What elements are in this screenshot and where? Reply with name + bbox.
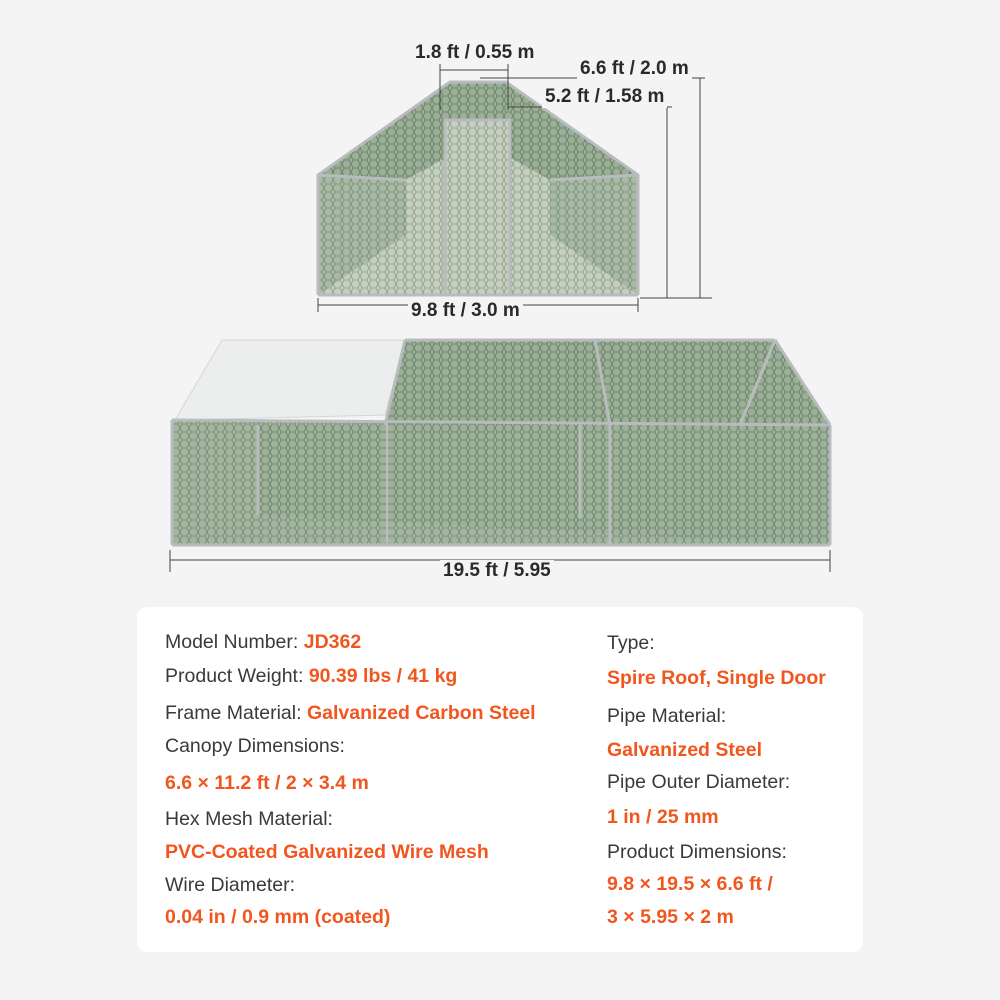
spec-value: 9.8 × 19.5 × 6.6 ft / xyxy=(607,873,773,895)
spec-product-dimensions-value-1 xyxy=(607,872,773,896)
spec-pipe-material-value xyxy=(607,738,762,762)
spec-label: Wire Diameter: xyxy=(165,874,296,896)
spec-value: PVC-Coated Galvanized Wire Mesh xyxy=(165,841,489,863)
spec-hex-mesh-value xyxy=(165,840,489,864)
side-front-wall xyxy=(172,420,830,545)
spec-frame-material xyxy=(165,701,536,725)
spec-value: 1 in / 25 mm xyxy=(607,806,719,828)
spec-label: Frame Material: xyxy=(165,702,302,724)
spec-hex-mesh-label xyxy=(165,807,333,831)
dimension-width: 9.8 ft / 3.0 m xyxy=(408,300,523,322)
spec-label: Canopy Dimensions: xyxy=(165,735,345,757)
spec-model-number xyxy=(165,630,361,654)
dimension-roof-ridge: 1.8 ft / 0.55 m xyxy=(412,42,537,64)
spec-product-dimensions-value-2 xyxy=(607,905,734,929)
spec-pipe-diameter-label xyxy=(607,770,790,794)
side-view xyxy=(172,340,830,545)
spec-value: Galvanized Carbon Steel xyxy=(306,702,536,724)
spec-value: 3 × 5.95 × 2 m xyxy=(607,906,734,928)
spec-label: Product Weight: xyxy=(165,665,304,687)
spec-label: Model Number: xyxy=(165,631,299,653)
spec-value: 6.6 × 11.2 ft / 2 × 3.4 m xyxy=(165,772,369,794)
spec-value: Spire Roof, Single Door xyxy=(607,667,826,689)
spec-value: 90.39 lbs / 41 kg xyxy=(308,665,458,687)
spec-label: Hex Mesh Material: xyxy=(165,808,333,830)
spec-pipe-material-label xyxy=(607,704,726,728)
spec-value: Galvanized Steel xyxy=(607,739,762,761)
spec-label: Type: xyxy=(607,632,655,654)
spec-type-label xyxy=(607,631,655,655)
dimension-length: 19.5 ft / 5.95 xyxy=(440,560,554,582)
front-view xyxy=(318,82,638,295)
spec-canopy-dimensions-value xyxy=(165,771,369,795)
spec-value: JD362 xyxy=(303,631,362,653)
spec-canopy-dimensions-label xyxy=(165,734,345,758)
white-canopy xyxy=(175,340,405,420)
spec-label: Pipe Outer Diameter: xyxy=(607,771,791,793)
spec-wire-diameter-value xyxy=(165,905,390,929)
spec-product-dimensions-label xyxy=(607,840,787,864)
spec-value: 0.04 in / 0.9 mm (coated) xyxy=(165,906,391,928)
door xyxy=(445,120,510,295)
dimension-total-height: 6.6 ft / 2.0 m xyxy=(577,58,692,80)
spec-pipe-diameter-value xyxy=(607,805,719,829)
spec-wire-diameter-label xyxy=(165,873,295,897)
spec-type-value xyxy=(607,666,826,690)
spec-product-weight xyxy=(165,664,457,688)
spec-label: Product Dimensions: xyxy=(607,841,787,863)
spec-label: Pipe Material: xyxy=(607,705,727,727)
dimension-side-height: 5.2 ft / 1.58 m xyxy=(542,86,667,108)
